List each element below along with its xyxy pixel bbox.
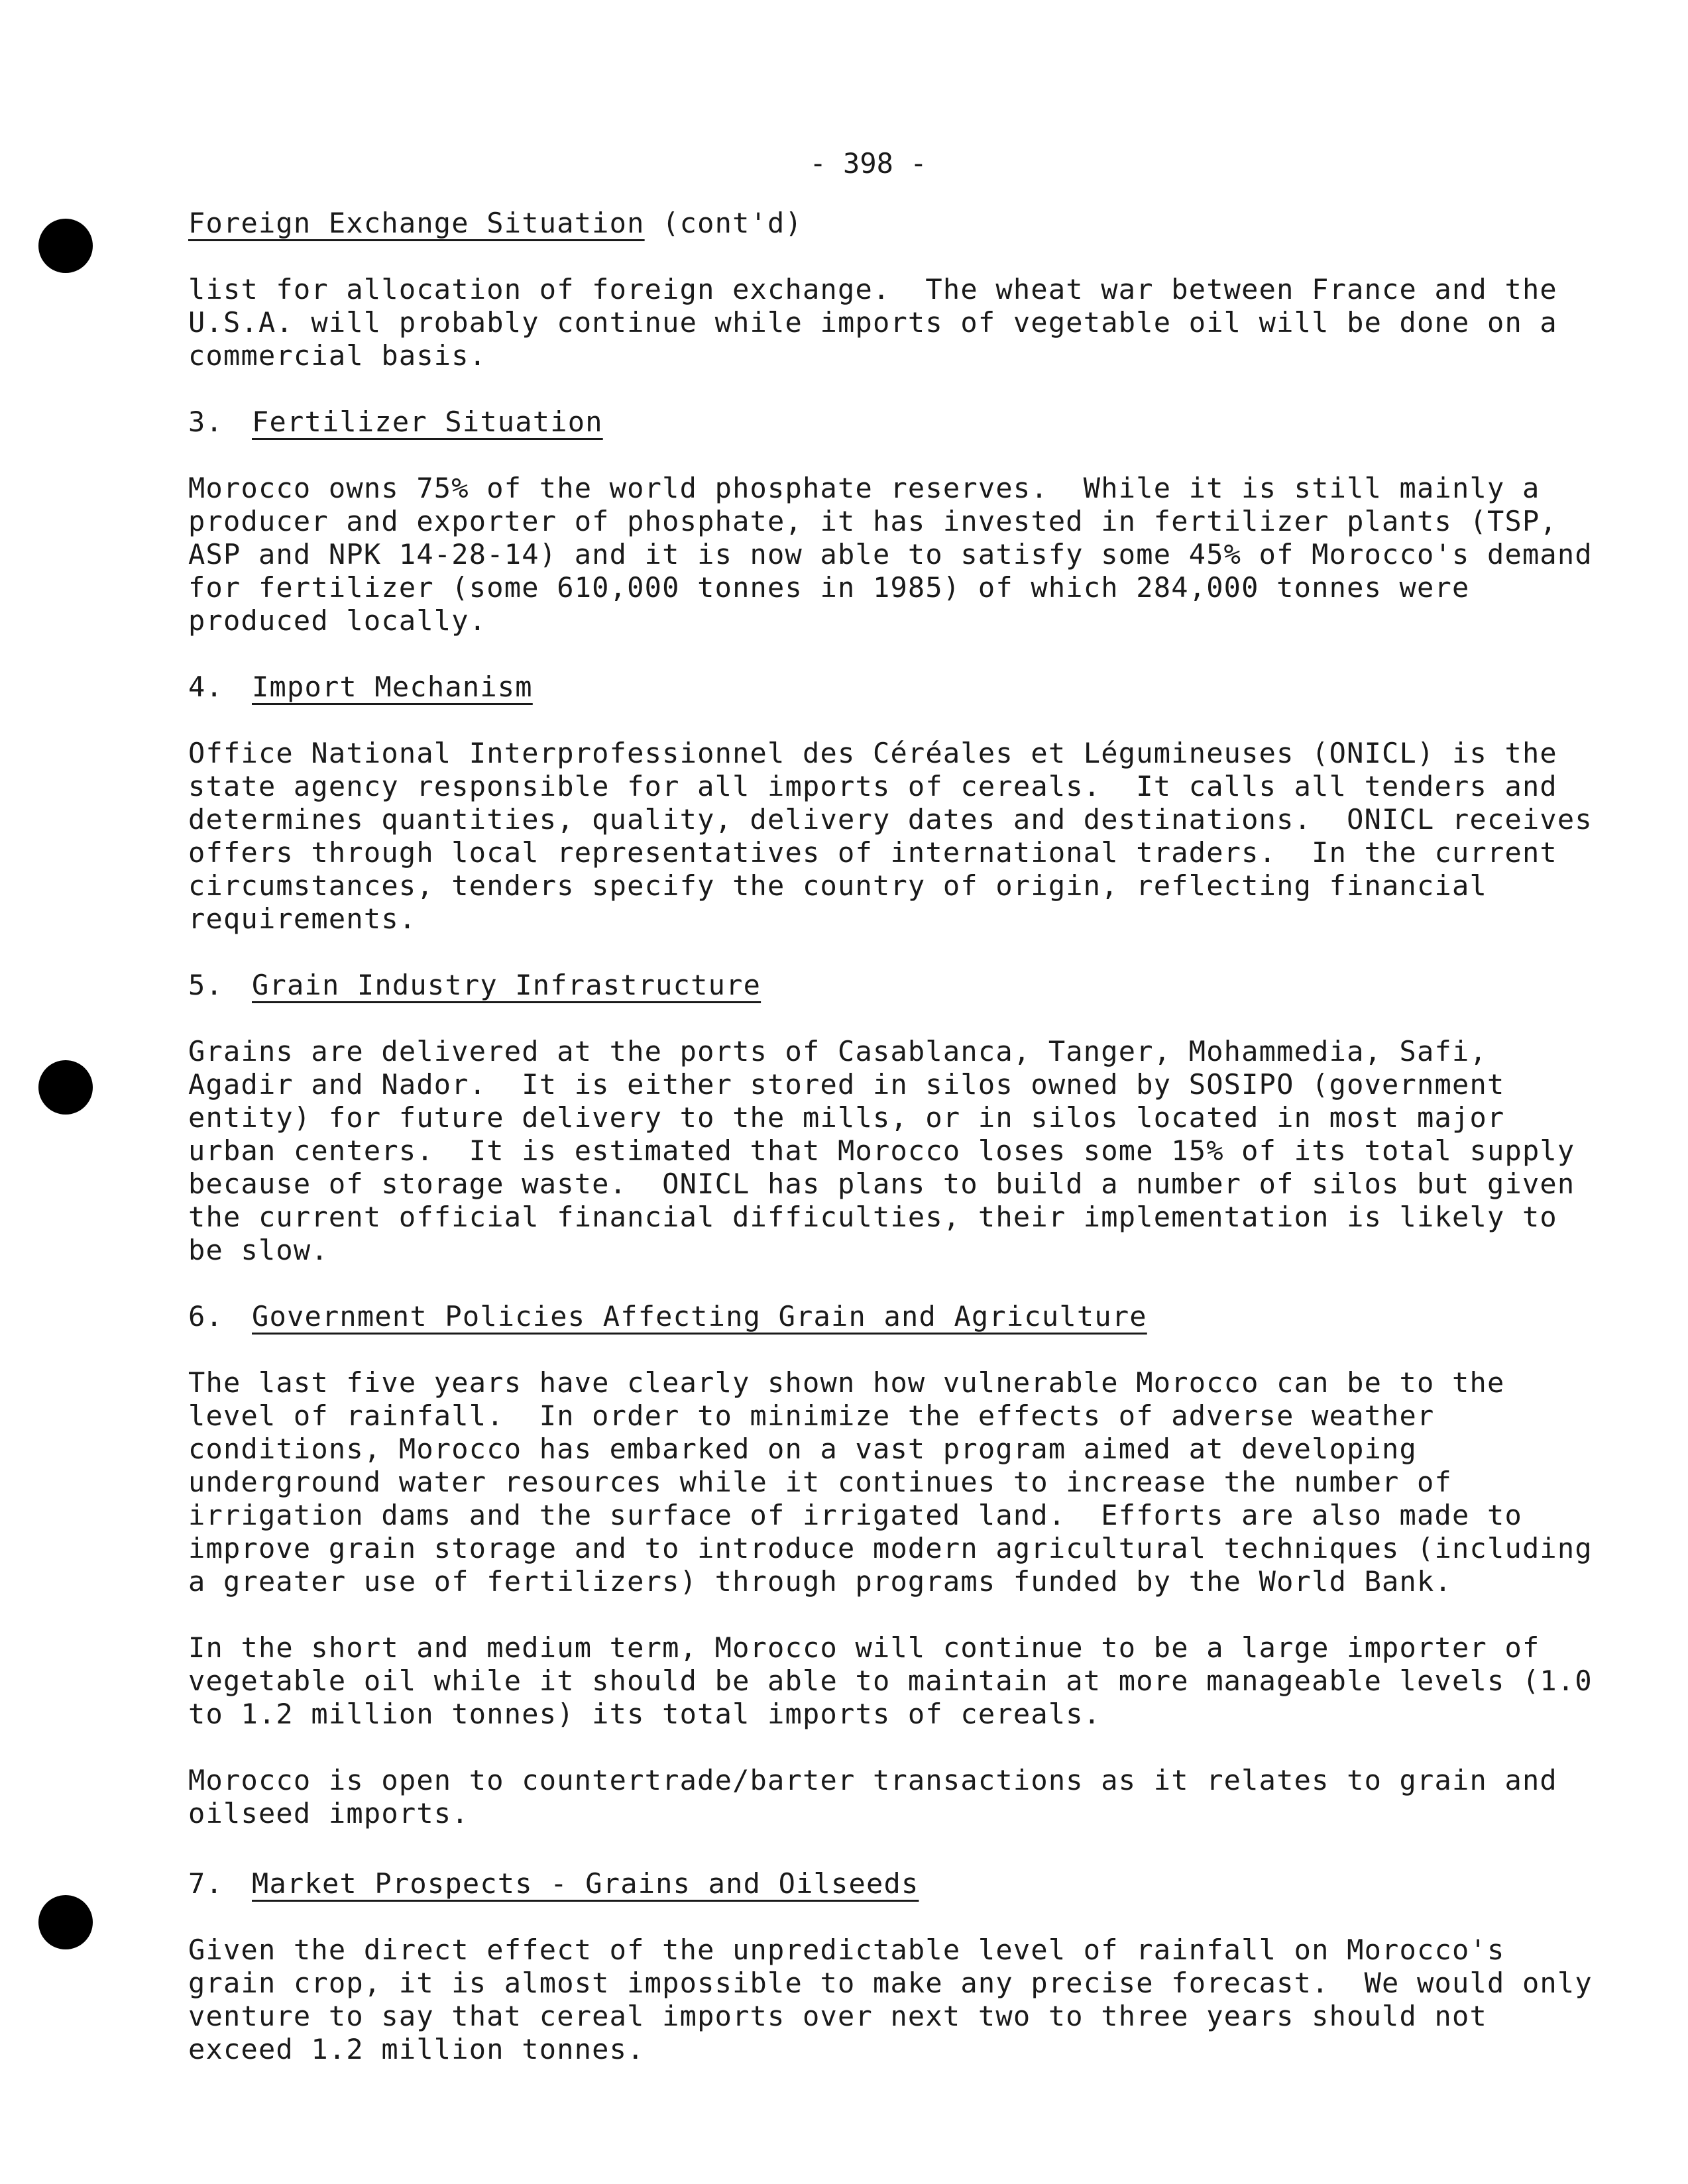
intro-paragraph: list for allocation of foreign exchange. The wheat war between France and the U.S.A. will probably continue while imports of vegetable oil will be done on a commercial basis. bbox=[188, 273, 1557, 372]
section-heading-government-policies bbox=[188, 1300, 1147, 1333]
punch-hole-bottom bbox=[38, 1895, 93, 1949]
section-number: 7. bbox=[188, 1867, 223, 1900]
section-title: Import Mechanism bbox=[252, 671, 533, 703]
section-heading-grain-infrastructure bbox=[188, 969, 761, 1002]
section-title: Market Prospects - Grains and Oilseeds bbox=[252, 1867, 919, 1900]
section-number: 5. bbox=[188, 969, 223, 1001]
section-paragraph-import-mechanism: Office National Interprofessionnel des Céréales et Légumineuses (ONICL) is the state agency responsible for all imports of cereals. It calls all tenders and determines quantities, quality, delivery dates and destinations. ONICL receives offers through local representatives of international traders. In the current circumstances, tenders specify the country of origin, reflecting financial requirements. bbox=[188, 737, 1593, 935]
section-heading-fertilizer bbox=[188, 406, 603, 439]
section-title: Grain Industry Infrastructure bbox=[252, 969, 761, 1001]
section-number: 6. bbox=[188, 1300, 223, 1333]
page-number: - 398 - bbox=[809, 147, 927, 180]
section-paragraph-government-policies-3: Morocco is open to countertrade/barter transactions as it relates to grain and oilseed imports. bbox=[188, 1764, 1557, 1829]
continued-heading-suffix: (cont'd) bbox=[644, 207, 803, 239]
section-paragraph-grain-infrastructure: Grains are delivered at the ports of Casablanca, Tanger, Mohammedia, Safi, Agadir and Nador. It is either stored in silos owned by SOSIPO (government entity) for future delivery to the mills, or in silos located in most major urban centers. It is estimated that Morocco loses some 15% of its total supply because of storage waste. ONICL has plans to build a number of silos but given the current official financial difficulties, their implementation is likely to be slow. bbox=[188, 1035, 1575, 1266]
punch-hole-middle bbox=[38, 1060, 93, 1115]
section-paragraph-government-policies-2: In the short and medium term, Morocco will continue to be a large importer of vegetable oil while it should be able to maintain at more manageable levels (1.0 to 1.2 million tonnes) its total imports of cereals. bbox=[188, 1631, 1593, 1730]
punch-hole-top bbox=[38, 219, 93, 273]
section-heading-import-mechanism bbox=[188, 671, 533, 704]
continued-heading-title: Foreign Exchange Situation bbox=[188, 207, 645, 239]
section-paragraph-fertilizer: Morocco owns 75% of the world phosphate reserves. While it is still mainly a producer and exporter of phosphate, it has invested in fertilizer plants (TSP, ASP and NPK 14-28-14) and it is now able to satisfy some 45% of Morocco's demand for fertilizer (some 610,000 tonnes in 1985) of which 284,000 tonnes were produced locally. bbox=[188, 472, 1593, 637]
section-title: Government Policies Affecting Grain and Agriculture bbox=[252, 1300, 1147, 1333]
section-paragraph-government-policies-1: The last five years have clearly shown how vulnerable Morocco can be to the level of rainfall. In order to minimize the effects of adverse weather conditions, Morocco has embarked on a vast program aimed at developing underground water resources while it continues to increase the number of irrigation dams and the surface of irrigated land. Efforts are also made to improve grain storage and to introduce modern agricultural techniques (including a greater use of fertilizers) through programs funded by the World Bank. bbox=[188, 1366, 1593, 1598]
section-title: Fertilizer Situation bbox=[252, 406, 603, 438]
section-number: 4. bbox=[188, 671, 223, 703]
section-heading-market-prospects bbox=[188, 1867, 919, 1900]
continued-heading bbox=[188, 207, 803, 240]
section-paragraph-market-prospects: Given the direct effect of the unpredictable level of rainfall on Morocco's grain crop, it is almost impossible to make any precise forecast. We would only venture to say that cereal imports over next two to three years should not exceed 1.2 million tonnes. bbox=[188, 1934, 1593, 2065]
section-number: 3. bbox=[188, 406, 223, 438]
